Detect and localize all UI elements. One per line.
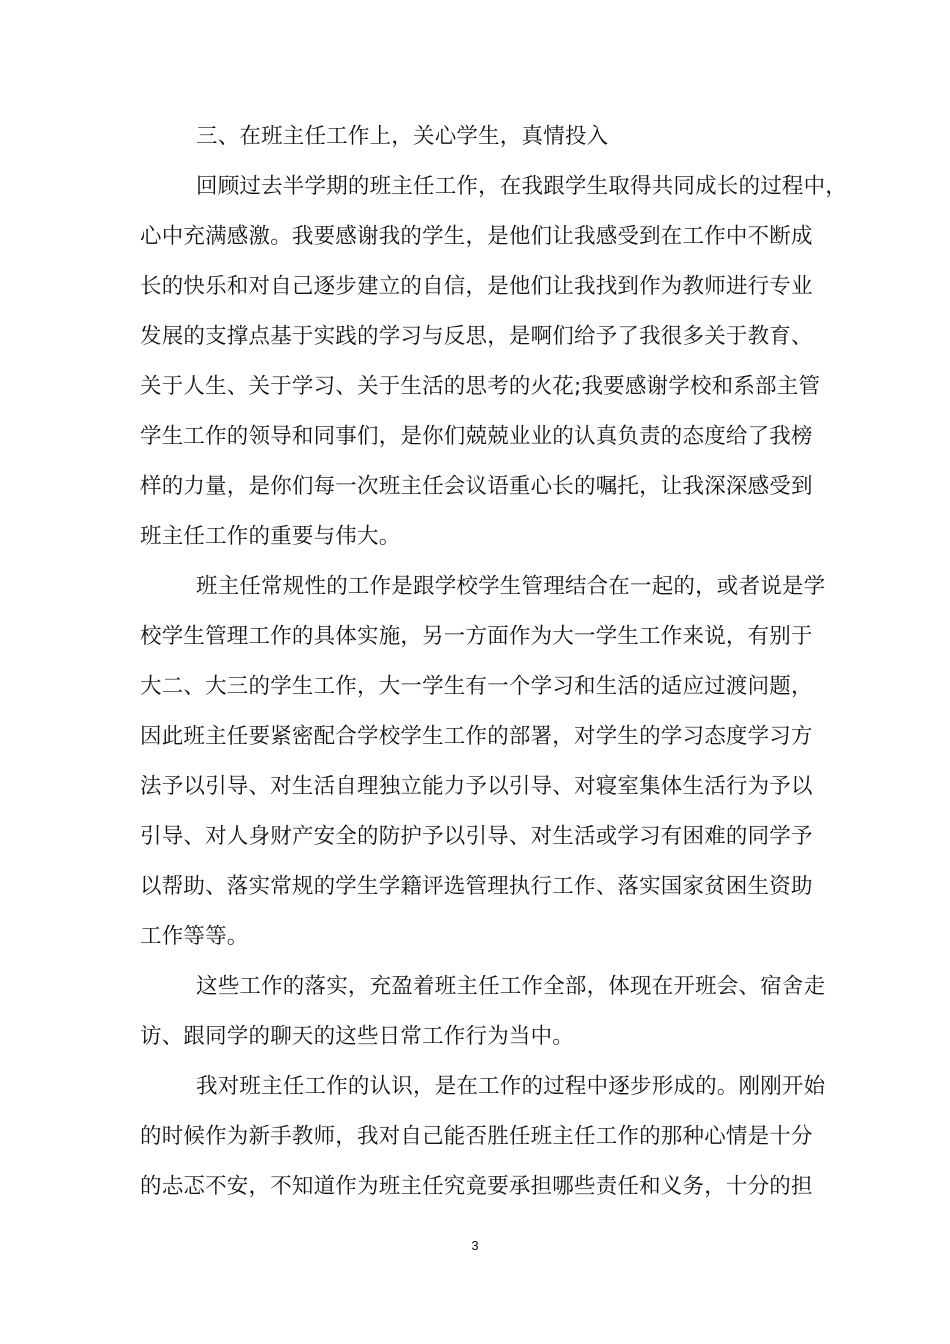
paragraph-line: 校学生管理工作的具体实施，另一方面作为大一学生工作来说，有别于 bbox=[140, 624, 813, 649]
paragraph-line: 关于人生、关于学习、关于生活的思考的火花;我要感谢学校和系部主管 bbox=[140, 374, 821, 399]
paragraph-line: 访、跟同学的聊天的这些日常工作行为当中。 bbox=[140, 1024, 575, 1049]
page-number: 3 bbox=[471, 1238, 479, 1253]
section-heading: 三、在班主任工作上，关心学生，真情投入 bbox=[196, 124, 609, 149]
paragraph-line: 发展的支撑点基于实践的学习与反思，是啊们给予了我很多关于教育、 bbox=[140, 324, 813, 349]
paragraph-line: 样的力量，是你们每一次班主任会议语重心长的嘱托，让我深深感受到 bbox=[140, 474, 813, 499]
paragraph-line: 引导、对人身财产安全的防护予以引导、对生活或学习有困难的同学予 bbox=[140, 824, 813, 849]
paragraph-line: 大二、大三的学生工作，大一学生有一个学习和生活的适应过渡问题， bbox=[140, 674, 813, 699]
paragraph-line: 心中充满感激。我要感谢我的学生，是他们让我感受到在工作中不断成 bbox=[140, 224, 813, 249]
paragraph-line: 法予以引导、对生活自理独立能力予以引导、对寝室集体生活行为予以 bbox=[140, 774, 813, 799]
paragraph-line: 工作等等。 bbox=[140, 924, 249, 949]
paragraph-line: 以帮助、落实常规的学生学籍评选管理执行工作、落实国家贫困生资助 bbox=[140, 874, 813, 899]
paragraph-line: 的时候作为新手教师，我对自己能否胜任班主任工作的那种心情是十分 bbox=[140, 1124, 813, 1149]
paragraph-line: 班主任常规性的工作是跟学校学生管理结合在一起的，或者说是学 bbox=[196, 574, 826, 599]
paragraph-line: 因此班主任要紧密配合学校学生工作的部署，对学生的学习态度学习方 bbox=[140, 724, 813, 749]
paragraph-line: 的忐忑不安，不知道作为班主任究竟要承担哪些责任和义务，十分的担 bbox=[140, 1174, 813, 1199]
paragraph-line: 学生工作的领导和同事们，是你们兢兢业业的认真负责的态度给了我榜 bbox=[140, 424, 813, 449]
paragraph-line: 这些工作的落实，充盈着班主任工作全部，体现在开班会、宿舍走 bbox=[196, 974, 826, 999]
paragraph-line: 我对班主任工作的认识，是在工作的过程中逐步形成的。刚刚开始 bbox=[196, 1074, 826, 1099]
paragraph-line: 长的快乐和对自己逐步建立的自信，是他们让我找到作为教师进行专业 bbox=[140, 274, 813, 299]
paragraph-line: 回顾过去半学期的班主任工作，在我跟学生取得共同成长的过程中， bbox=[196, 174, 848, 199]
paragraph-line: 班主任工作的重要与伟大。 bbox=[140, 524, 401, 549]
